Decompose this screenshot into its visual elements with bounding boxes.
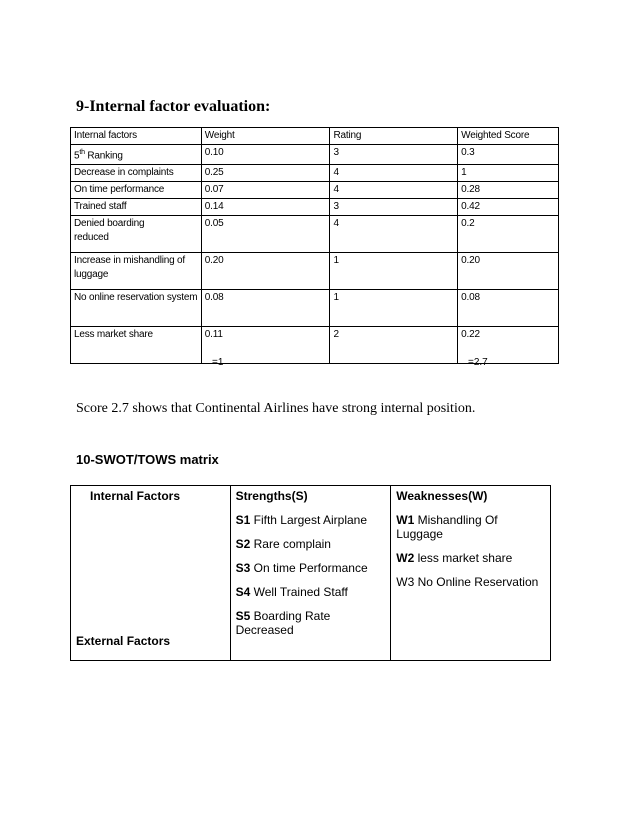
factor-cell: On time performance (71, 182, 202, 199)
strength-code: S1 (235, 513, 251, 527)
rating-cell: 4 (330, 165, 458, 182)
table-row (71, 290, 559, 327)
swot-row (71, 486, 551, 661)
section-10-title: 10-SWOT/TOWS matrix (76, 452, 219, 467)
strength-text: Fifth Largest Airplane (250, 513, 368, 527)
weight-cell: 0.05 (201, 216, 330, 253)
rating-cell: 3 (330, 199, 458, 216)
weakness-item (396, 513, 545, 541)
strengths-header: Strengths(S) (235, 489, 308, 503)
weight-cell: 0.08 (201, 290, 330, 327)
weight-cell: 0.07 (201, 182, 330, 199)
weakness-code: W2 (396, 551, 415, 565)
strength-code: S3 (235, 561, 251, 575)
weight-cell: 0.25 (201, 165, 330, 182)
strength-code: S4 (235, 585, 251, 599)
factor-superscript: th (79, 149, 85, 156)
factor-text: 5 (74, 150, 80, 162)
factor-cell: Decrease in complaints (71, 165, 202, 182)
rating-cell: 4 (330, 216, 458, 253)
score-cell: 0.2 (458, 216, 559, 253)
weakness-code: W3 (396, 575, 415, 589)
strength-text: Boarding Rate Decreased (235, 609, 331, 637)
factor-cell: Less market share (71, 327, 202, 364)
factor-text-rest: Ranking (84, 150, 123, 162)
score-cell: 0.28 (458, 182, 559, 199)
strength-code: S5 (235, 609, 251, 623)
external-factors-label: External Factors (76, 634, 171, 648)
header-cell: Weighted Score (458, 128, 559, 145)
table-header-row (71, 128, 559, 145)
strength-text: On time Performance (250, 561, 368, 575)
factor-cell: Denied boarding reduced (71, 216, 202, 253)
score-cell: 0.22 (458, 327, 559, 364)
score-cell: 0.08 (458, 290, 559, 327)
score-cell: 1 (458, 165, 559, 182)
internal-factors-label: Internal Factors (90, 489, 181, 503)
factor-cell: Increase in mishandling of luggage (71, 253, 202, 290)
total-weight: =1 (212, 357, 224, 368)
strength-item (236, 561, 386, 575)
header-cell: Weight (201, 128, 330, 145)
rating-cell: 2 (330, 327, 458, 364)
weaknesses-header: Weaknesses(W) (396, 489, 488, 503)
strength-item (236, 585, 386, 599)
score-cell: 0.3 (458, 145, 559, 165)
factor-cell (71, 145, 202, 165)
table-row (71, 145, 559, 165)
weight-cell: 0.20 (201, 253, 330, 290)
rating-cell: 1 (330, 290, 458, 327)
factor-cell: Trained staff (71, 199, 202, 216)
strength-item (236, 609, 386, 637)
section-9-title: 9-Internal factor evaluation: (76, 98, 271, 115)
factor-cell: No online reservation system (71, 290, 202, 327)
weakness-text: Mishandling Of Luggage (396, 513, 498, 541)
weakness-item (396, 551, 545, 565)
internal-factor-evaluation-table (70, 127, 559, 364)
weight-cell: 0.11 (201, 327, 330, 364)
strengths-cell (230, 486, 391, 661)
weakness-item (396, 575, 545, 589)
table-row (71, 165, 559, 182)
strength-text: Rare complain (250, 537, 331, 551)
rating-cell: 1 (330, 253, 458, 290)
table-row (71, 216, 559, 253)
strength-code: S2 (235, 537, 251, 551)
factors-cell (71, 486, 231, 661)
weaknesses-cell (391, 486, 551, 661)
header-cell: Rating (330, 128, 458, 145)
table-row (71, 199, 559, 216)
weight-cell: 0.14 (201, 199, 330, 216)
weakness-text: No Online Reservation (414, 575, 539, 589)
header-cell: Internal factors (71, 128, 202, 145)
score-cell: 0.20 (458, 253, 559, 290)
rating-cell: 4 (330, 182, 458, 199)
weakness-text: less market share (414, 551, 513, 565)
table-row (71, 182, 559, 199)
table-row (71, 253, 559, 290)
swot-matrix-table (70, 485, 551, 661)
weakness-code: W1 (396, 513, 415, 527)
rating-cell: 3 (330, 145, 458, 165)
strength-item (236, 513, 386, 527)
score-cell: 0.42 (458, 199, 559, 216)
total-score: =2.7 (468, 357, 488, 368)
strength-text: Well Trained Staff (250, 585, 348, 599)
weight-cell: 0.10 (201, 145, 330, 165)
score-note: Score 2.7 shows that Continental Airlines have strong internal position. (76, 401, 476, 416)
strength-item (236, 537, 386, 551)
